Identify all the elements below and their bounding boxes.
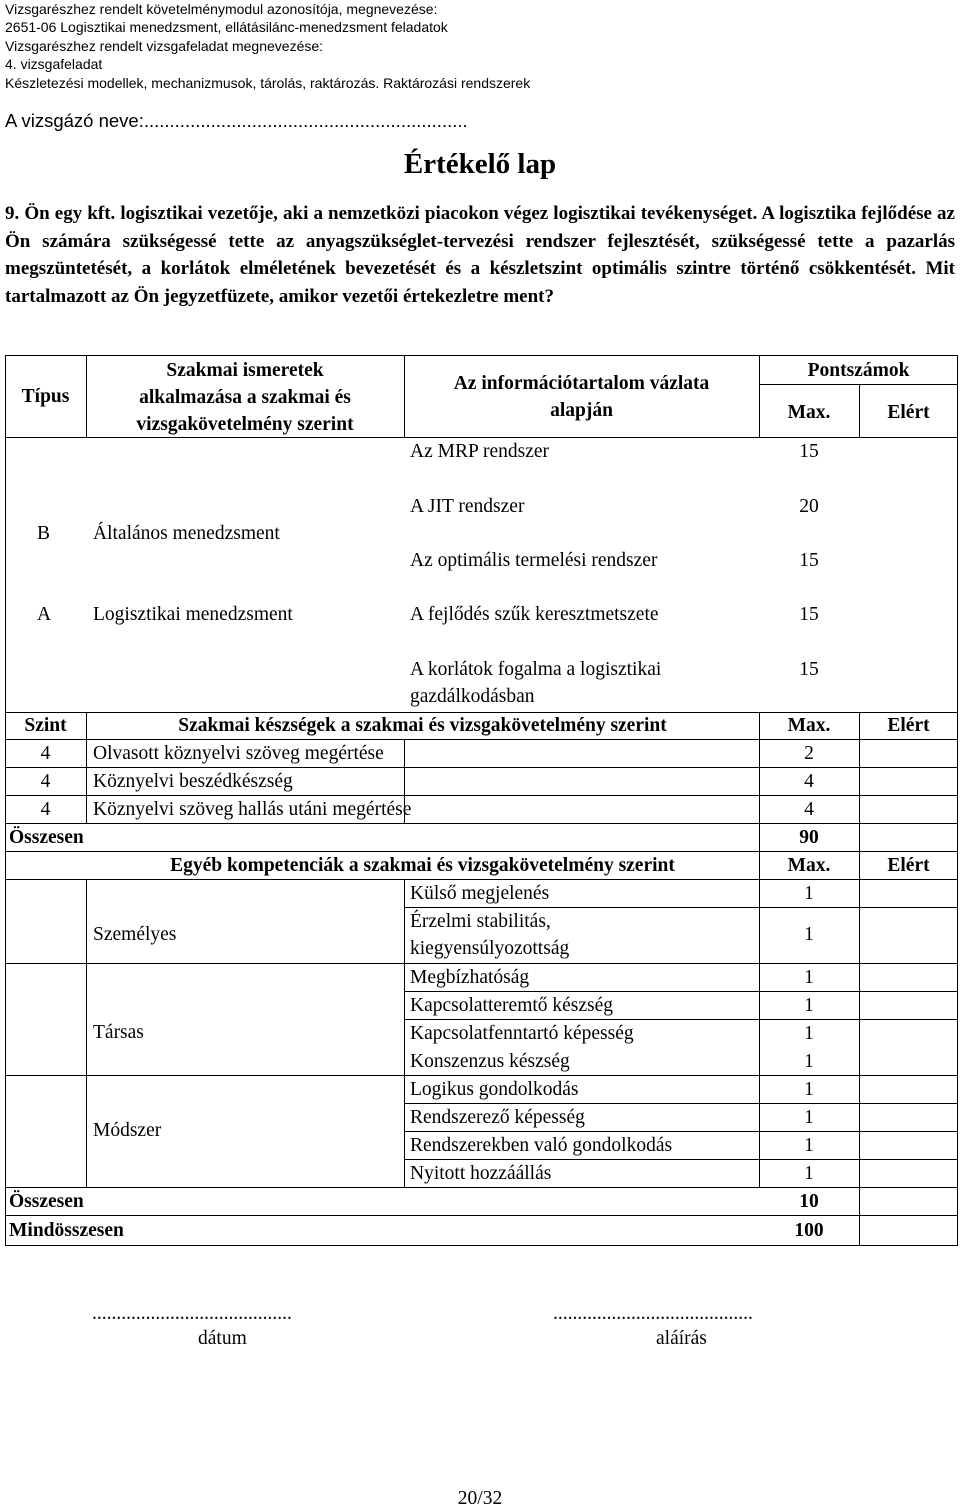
page-title: Értékelő lap bbox=[403, 148, 557, 180]
table-line bbox=[5, 767, 958, 768]
knowledge-logistics-management: Logisztikai menedzsment bbox=[93, 604, 293, 625]
table-line bbox=[5, 1245, 958, 1246]
header-max: Max. bbox=[787, 402, 831, 423]
header-type: Típus bbox=[21, 386, 70, 407]
skill-max: 4 bbox=[804, 799, 814, 820]
table-line bbox=[404, 1159, 958, 1160]
header-knowledge-line1: Szakmai ismeretek bbox=[166, 360, 324, 381]
header-line-module: 2651-06 Logisztikai menedzsment, ellátásilánc-menedzsment feladatok bbox=[5, 19, 448, 36]
type-cell-a: A bbox=[37, 604, 52, 625]
header-knowledge-line2: alkalmazása a szakmai és bbox=[139, 387, 351, 408]
skill-max: 4 bbox=[804, 771, 814, 792]
page-number: 20/32 bbox=[457, 1488, 503, 1509]
table-line bbox=[404, 1103, 958, 1104]
table-line bbox=[5, 712, 958, 713]
group-personal: Személyes bbox=[93, 924, 177, 945]
table-line bbox=[404, 1131, 958, 1132]
table-line bbox=[5, 1215, 958, 1216]
skill-level: 4 bbox=[40, 771, 51, 792]
competence-item: Nyitott hozzáállás bbox=[410, 1163, 552, 1184]
table-line bbox=[5, 963, 958, 964]
subtotal-value: 90 bbox=[799, 827, 819, 848]
skills-header-level: Szint bbox=[24, 715, 67, 736]
header-knowledge-line3: vizsgakövetelmény szerint bbox=[136, 414, 354, 435]
competences-header-max: Max. bbox=[787, 855, 831, 876]
date-label: dátum bbox=[198, 1328, 247, 1349]
info-item-optimal-production: Az optimális termelési rendszer bbox=[410, 550, 658, 571]
table-line bbox=[5, 1187, 958, 1188]
competence-item-line1: Érzelmi stabilitás, bbox=[410, 911, 551, 932]
table-line bbox=[404, 1019, 958, 1020]
competence-item: Kapcsolatteremtő készség bbox=[410, 995, 614, 1016]
competence-max: 1 bbox=[804, 967, 814, 988]
competences-header-title: Egyéb kompetenciák a szakmai és vizsgakövetelmény szerint bbox=[170, 855, 675, 876]
competence-item: Logikus gondolkodás bbox=[410, 1079, 579, 1100]
competence-item: Kapcsolatfenntartó képesség bbox=[410, 1023, 634, 1044]
max-score: 15 bbox=[799, 604, 819, 625]
header-line-task-label: Vizsgarészhez rendelt vizsgafeladat megnevezése: bbox=[5, 37, 324, 54]
max-score: 15 bbox=[799, 550, 819, 571]
info-item-constraints-line2: gazdálkodásban bbox=[410, 686, 535, 707]
table-line bbox=[859, 712, 860, 1246]
competence-item: Megbízhatóság bbox=[410, 967, 530, 988]
competence-max: 1 bbox=[804, 924, 814, 945]
competence-item: Külső megjelenés bbox=[410, 883, 550, 904]
skill-text: Olvasott köznyelvi szöveg megértése bbox=[93, 743, 384, 764]
skill-max: 2 bbox=[804, 743, 814, 764]
header-line-module-label: Vizsgarészhez rendelt követelménymodul azonosítója, megnevezése: bbox=[5, 1, 438, 17]
header-achieved: Elért bbox=[887, 402, 930, 423]
table-line bbox=[5, 851, 958, 852]
signature-dots[interactable]: ......................................... bbox=[553, 1303, 753, 1324]
skills-header-title: Szakmai készségek a szakmai és vizsgakövetelmény szerint bbox=[178, 715, 667, 736]
info-item-bottleneck: A fejlődés szűk keresztmetszete bbox=[410, 604, 659, 625]
table-line bbox=[5, 795, 958, 796]
competence-max: 1 bbox=[804, 1107, 814, 1128]
max-score: 15 bbox=[799, 441, 819, 462]
table-line bbox=[5, 823, 958, 824]
info-item-jit: A JIT rendszer bbox=[410, 496, 525, 517]
header-info-line1: Az információtartalom vázlata bbox=[453, 373, 710, 394]
info-item-constraints-line1: A korlátok fogalma a logisztikai bbox=[410, 659, 662, 680]
header-info-line2: alapján bbox=[550, 400, 613, 421]
skills-header-achieved: Elért bbox=[887, 715, 930, 736]
skill-text: Köznyelvi szöveg hallás utáni megértése bbox=[93, 799, 412, 820]
info-item-mrp: Az MRP rendszer bbox=[410, 441, 549, 462]
competence-max: 1 bbox=[804, 1023, 814, 1044]
skill-level: 4 bbox=[40, 743, 51, 764]
max-score: 15 bbox=[799, 659, 819, 680]
skills-header-max: Max. bbox=[787, 715, 831, 736]
group-method: Módszer bbox=[93, 1120, 162, 1141]
skill-text: Köznyelvi beszédkészség bbox=[93, 771, 293, 792]
table-line bbox=[404, 991, 958, 992]
signature-label: aláírás bbox=[656, 1328, 707, 1349]
subtotal-value: 10 bbox=[799, 1191, 819, 1212]
table-line bbox=[86, 879, 87, 1188]
competence-item: Konszenzus készség bbox=[410, 1051, 570, 1072]
group-social: Társas bbox=[93, 1022, 144, 1043]
subtotal-label: Összesen bbox=[9, 827, 84, 848]
header-points: Pontszámok bbox=[807, 360, 910, 381]
competence-max: 1 bbox=[804, 995, 814, 1016]
subtotal-label: Összesen bbox=[9, 1191, 84, 1212]
competence-item: Rendszerező képesség bbox=[410, 1107, 585, 1128]
grand-total-value: 100 bbox=[794, 1220, 824, 1241]
type-cell-b: B bbox=[37, 523, 51, 544]
competence-max: 1 bbox=[804, 1135, 814, 1156]
table-line bbox=[5, 879, 958, 880]
header-line-task-number: 4. vizsgafeladat bbox=[5, 56, 103, 73]
date-dots[interactable]: ......................................... bbox=[92, 1303, 292, 1324]
competence-item: Rendszerekben való gondolkodás bbox=[410, 1135, 673, 1156]
competence-max: 1 bbox=[804, 1051, 814, 1072]
document-header bbox=[5, 0, 955, 92]
table-line bbox=[5, 739, 958, 740]
grand-total-label: Mindösszesen bbox=[9, 1220, 124, 1241]
task-description: 9. Ön egy kft. logisztikai vezetője, aki a nemzetközi piacokon végez logisztikai tevékenységet. A logisztika fejlődése az Ön számára szükségessé tette az anyagszükséglet-tervezési rendszer fejlesztését, szükségessé tette a pazarlás megszüntetését, a korlátok elméletének bevezetését és a készletszint optimális szintre történő csökkentését. Mit tartalmazott az Ön jegyzetfüzete, amikor vezetői értekezletre ment? bbox=[5, 203, 955, 307]
competence-item-line2: kiegyensúlyozottság bbox=[410, 938, 570, 959]
header-line-task-title: Készletezési modellek, mechanizmusok, tárolás, raktározás. Raktározási rendszerek bbox=[5, 74, 531, 91]
competence-max: 1 bbox=[804, 1079, 814, 1100]
table-line bbox=[957, 355, 958, 1246]
table-line bbox=[404, 907, 958, 908]
competence-max: 1 bbox=[804, 883, 814, 904]
competences-header-achieved: Elért bbox=[887, 855, 930, 876]
competence-max: 1 bbox=[804, 1163, 814, 1184]
max-score: 20 bbox=[799, 496, 819, 517]
knowledge-general-management: Általános menedzsment bbox=[93, 523, 280, 544]
table-line bbox=[404, 879, 405, 1188]
table-line bbox=[404, 355, 405, 438]
skill-level: 4 bbox=[40, 799, 51, 820]
examinee-name-line[interactable]: A vizsgázó neve:............................................................... bbox=[5, 110, 468, 131]
table-line bbox=[5, 437, 958, 438]
table-line bbox=[5, 355, 958, 356]
table-line bbox=[5, 1075, 958, 1076]
